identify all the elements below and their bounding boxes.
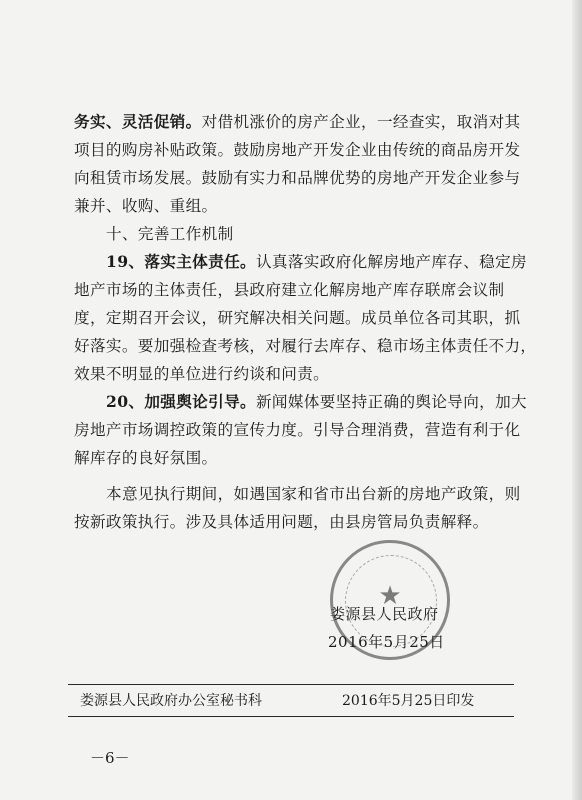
bold-lead: 20、加强舆论引导。 [106,392,256,411]
paragraph-line: 好落实。要加强检查考核，对履行去库存、稳市场主体责任不力， [74,337,537,355]
paragraph-line: 兼并、收购、重组。 [74,197,218,215]
paragraph-line: 按新政策执行。涉及具体适用问题，由县房管局负责解释。 [74,513,489,531]
paragraph-line: 房地产市场调控政策的宣传力度。引导合理消费，营造有利于化 [74,421,521,439]
paragraph-line: 本意见执行期间，如遇国家和省市出台新的房地产政策，则 [106,485,521,503]
paragraph-line: 向租赁市场发展。鼓励有实力和品牌优势的房地产开发企业参与 [74,169,521,187]
page-number: －6－ [90,749,130,767]
text-span: 认真落实政府化解房地产库存、稳定房 [255,253,527,271]
page-edge-shadow [572,0,582,800]
footer-bottom-rule [68,716,514,717]
paragraph-line: 效果不明显的单位进行约谈和问责。 [74,365,330,383]
footer-issuer: 娄源县人民政府办公室秘书科 [80,693,262,709]
seal-star-icon: ★ [378,581,402,611]
text-span: 对借机涨价的房产企业，一经查实，取消对其 [201,113,521,131]
signature-org: 娄源县人民政府 [330,605,439,623]
paragraph-line [74,112,521,132]
paragraph-line [106,252,527,272]
footer-issue-date: 2016年5月25日印发 [342,693,475,709]
paragraph-line: 地产市场的主体责任，县政府建立化解房地产库存联席会议制 [74,281,505,299]
bold-lead: 19、落实主体责任。 [106,252,256,271]
paragraph-line [106,392,527,412]
paragraph-line: 项目的购房补贴政策。鼓励房地产开发企业由传统的商品房开发 [74,141,521,159]
signature-date: 2016年5月25日 [328,633,445,651]
paragraph-line: 度，定期召开会议，研究解决相关问题。成员单位各司其职，抓 [74,309,521,327]
text-span: 新闻媒体要坚持正确的舆论导向，加大 [255,393,527,411]
bold-lead: 务实、灵活促销。 [74,112,202,131]
footer-top-rule [68,684,514,685]
section-heading: 十、完善工作机制 [106,225,234,243]
paragraph-line: 解库存的良好氛围。 [74,449,218,467]
